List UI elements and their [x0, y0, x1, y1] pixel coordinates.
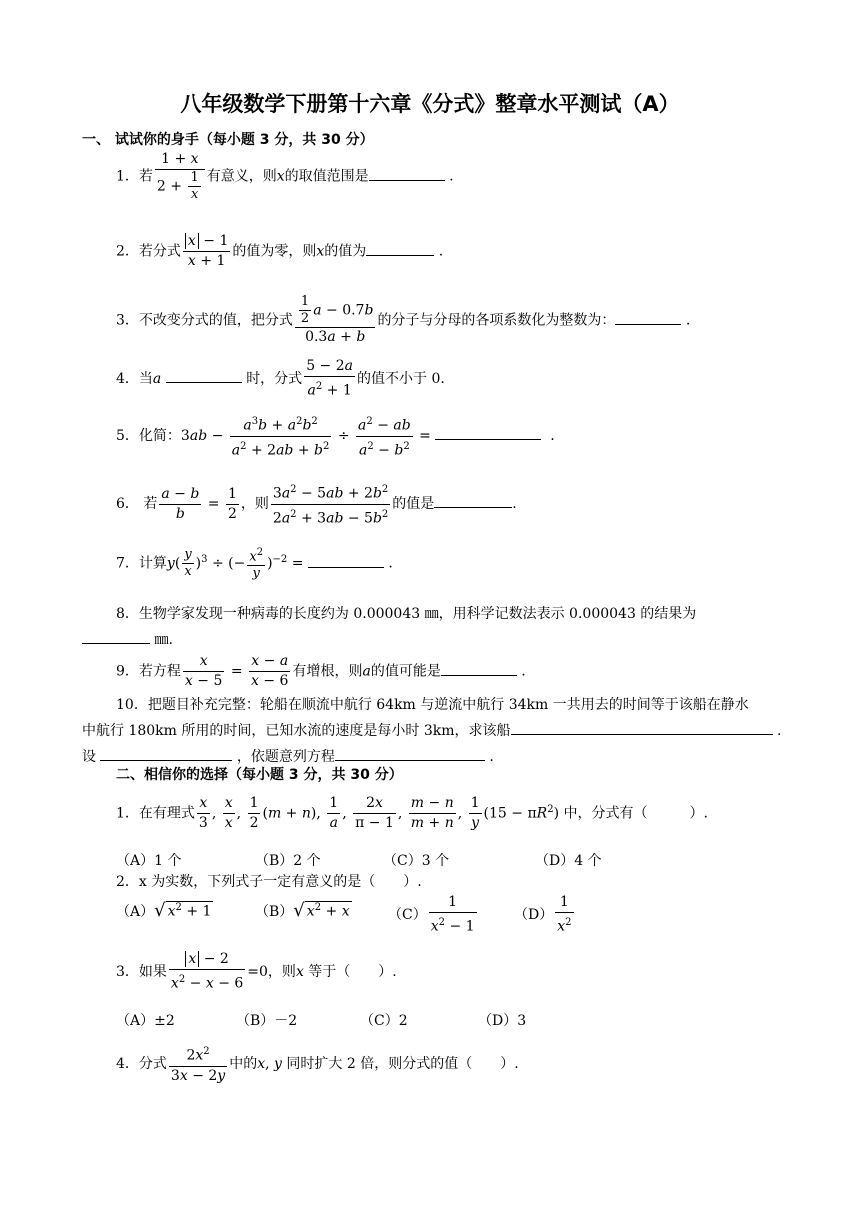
- choice-question-2: 2．x 为实数，下列式子一定有意义的是（ ）.: [116, 874, 422, 890]
- fraction: $\frac{y}{x}$: [184, 547, 192, 580]
- fraction: $\frac{x - 2}{x^2 - x - 6}$: [170, 951, 244, 992]
- fraction: $\frac{1}{2}$: [249, 795, 259, 831]
- answer-blank[interactable]: [308, 551, 384, 568]
- answer-blank[interactable]: [366, 239, 434, 256]
- fraction: $\frac{x - a}{x - 6}$: [251, 653, 289, 689]
- fraction: $\frac{1}{a}$: [329, 795, 339, 831]
- option-a[interactable]: （A）1 个: [116, 853, 182, 869]
- option-c[interactable]: （C）2: [360, 1013, 408, 1029]
- answer-blank[interactable]: [435, 423, 541, 440]
- fraction: $\frac{x}{x - 5}$: [184, 653, 223, 689]
- option-c[interactable]: （C） $\frac{1}{x^2 - 1}$: [388, 894, 475, 935]
- answer-blank[interactable]: [335, 744, 485, 761]
- answer-blank[interactable]: [100, 744, 232, 761]
- option-b[interactable]: （B）√ $x^2 + x$: [255, 900, 350, 921]
- fraction: $\frac{5 - 2a}{a^2 + 1}$: [306, 358, 353, 399]
- fraction: $\frac{3a^2 - 5ab + 2b^2}{2a^2 + 3ab - 5b^2}$: [271, 480, 390, 528]
- question-3: 3．不改变分式的值，把分式 $\frac{1}{2}$ a − 0.7b 0.3a + b 的分子与分母的各项系数化为整数为： .: [116, 294, 691, 345]
- fraction: $\frac{1}{y}$: [470, 795, 480, 831]
- answer-blank[interactable]: [369, 164, 445, 181]
- fraction: $\frac{a - b}{b}$: [161, 485, 200, 522]
- fraction: $\frac{1}{2}$ a − 0.7b 0.3a + b: [295, 294, 376, 347]
- fraction: $\frac{a^2 - ab}{a^2 - b^2}$: [356, 412, 413, 460]
- question-6: 6． 若 $\frac{a - b}{b}$ = $\frac{1}{2}$ ，则 $\frac{3a^2 - 5ab + 2b^2}{2a^2 + 3ab - 5b^2}$ 的值是 .: [116, 480, 517, 528]
- option-d[interactable]: （D） $\frac{1}{x^2}$: [514, 894, 572, 935]
- option-d[interactable]: （D）3: [478, 1013, 527, 1029]
- answer-blank[interactable]: [511, 718, 773, 735]
- fraction: $\frac{x}{3}$: [198, 795, 208, 831]
- answer-blank[interactable]: [441, 659, 517, 676]
- answer-blank[interactable]: [434, 491, 512, 508]
- fraction: $\frac{x^2}{y}$: [249, 547, 264, 582]
- question-8: 8．生物学家发现一种病毒的长度约为 0.000043 ㎜，用科学记数法表示 0.000043 的结果为 ㎜.: [82, 602, 782, 653]
- fraction: $\frac{a^3b + a^2b^2}{a^2 + 2ab + b^2}$: [230, 412, 332, 460]
- option-c[interactable]: （C）3 个: [383, 853, 450, 869]
- fraction: $\frac{2x^2}{3x - 2y}$: [169, 1042, 227, 1086]
- question-4: 4．当a 时，分式 $\frac{5 - 2a}{a^2 + 1}$ 的值不小于 0.: [116, 358, 445, 399]
- option-d[interactable]: （D）4 个: [535, 853, 602, 869]
- option-a[interactable]: （A）±2: [116, 1013, 175, 1029]
- fraction: $\frac{1}{x^2 - 1}$: [430, 894, 475, 935]
- fraction: $\frac{1}{x^2}$: [557, 894, 572, 935]
- option-b[interactable]: （B）2 个: [255, 853, 321, 869]
- question-7: 7．计算y( $\frac{y}{x}$ )$^3$ ÷ (− $\frac{x^2}{y}$ )$^{-2}$ = .: [116, 547, 393, 582]
- section-1-heading: 一、 试试你的身手（每小题 3 分，共 30 分）: [82, 132, 374, 148]
- question-1: 1．若 1 + x 2 + $\frac{1}{x}$ 有意义，则x的取值范围是 .: [116, 151, 454, 202]
- question-5: 5．化简：3ab − $\frac{a^3b + a^2b^2}{a^2 + 2ab + b^2}$ ÷ $\frac{a^2 - ab}{a^2 - b^2}$ = .: [116, 412, 555, 460]
- option-a[interactable]: （A）√ $x^2 + 1$: [116, 900, 212, 921]
- answer-blank[interactable]: [615, 308, 681, 325]
- fraction: $\frac{2x}{\pi - 1}$: [355, 795, 394, 831]
- choice-question-4: 4．分式 $\frac{2x^2}{3x - 2y}$ 中的x, y 同时扩大 2 倍，则分式的值（ ）.: [116, 1042, 519, 1086]
- choice-question-1: 1．在有理式 $\frac{x}{3}$ , $\frac{x}{x}$ , $\frac{1}{2}$ (m + n), $\frac{1}{a}$ , $\frac{2x}{\pi - 1}$ , $\frac{m - n}{m + n}$ , $\frac{1}{y}$ $(15 - \pi R^2)$ 中，分式有（ ）.: [116, 795, 708, 831]
- answer-blank[interactable]: [166, 366, 242, 383]
- answer-blank[interactable]: [82, 627, 150, 644]
- fraction: $\frac{1}{2}$: [227, 485, 237, 522]
- question-10: 10．把题目补充完整：轮船在顺流中航行 64km 与逆流中航行 34km 一共用去的时间等于该船在静水 中航行 180km 所用的时间，已知水流的速度是每小时 3km，求该船 . 设 ，依题意列方程 .: [82, 697, 782, 765]
- fraction: $\frac{x}{x}$: [224, 795, 233, 831]
- choice-question-3: 3．如果 $\frac{x - 2}{x^2 - x - 6}$ =0，则x 等于（ ）.: [116, 951, 397, 992]
- fraction: $\frac{x - 1}{x + 1}$: [183, 232, 230, 271]
- fraction: $\frac{m - n}{m + n}$: [410, 795, 454, 831]
- section-2-heading: 二、相信你的选择（每小题 3 分，共 30 分）: [116, 767, 403, 783]
- page-title: 八年级数学下册第十六章《分式》整章水平测试（A）: [180, 92, 680, 116]
- question-2: 2．若分式 $\frac{x - 1}{x + 1}$ 的值为零，则x的值为 .: [116, 233, 444, 269]
- option-b[interactable]: （B）－2: [236, 1013, 298, 1029]
- question-9: 9．若方程 $\frac{x}{x - 5}$ = $\frac{x - a}{x - 6}$ 有增根，则a的值可能是 .: [116, 653, 526, 689]
- fraction: 1 + x 2 + $\frac{1}{x}$: [155, 150, 205, 203]
